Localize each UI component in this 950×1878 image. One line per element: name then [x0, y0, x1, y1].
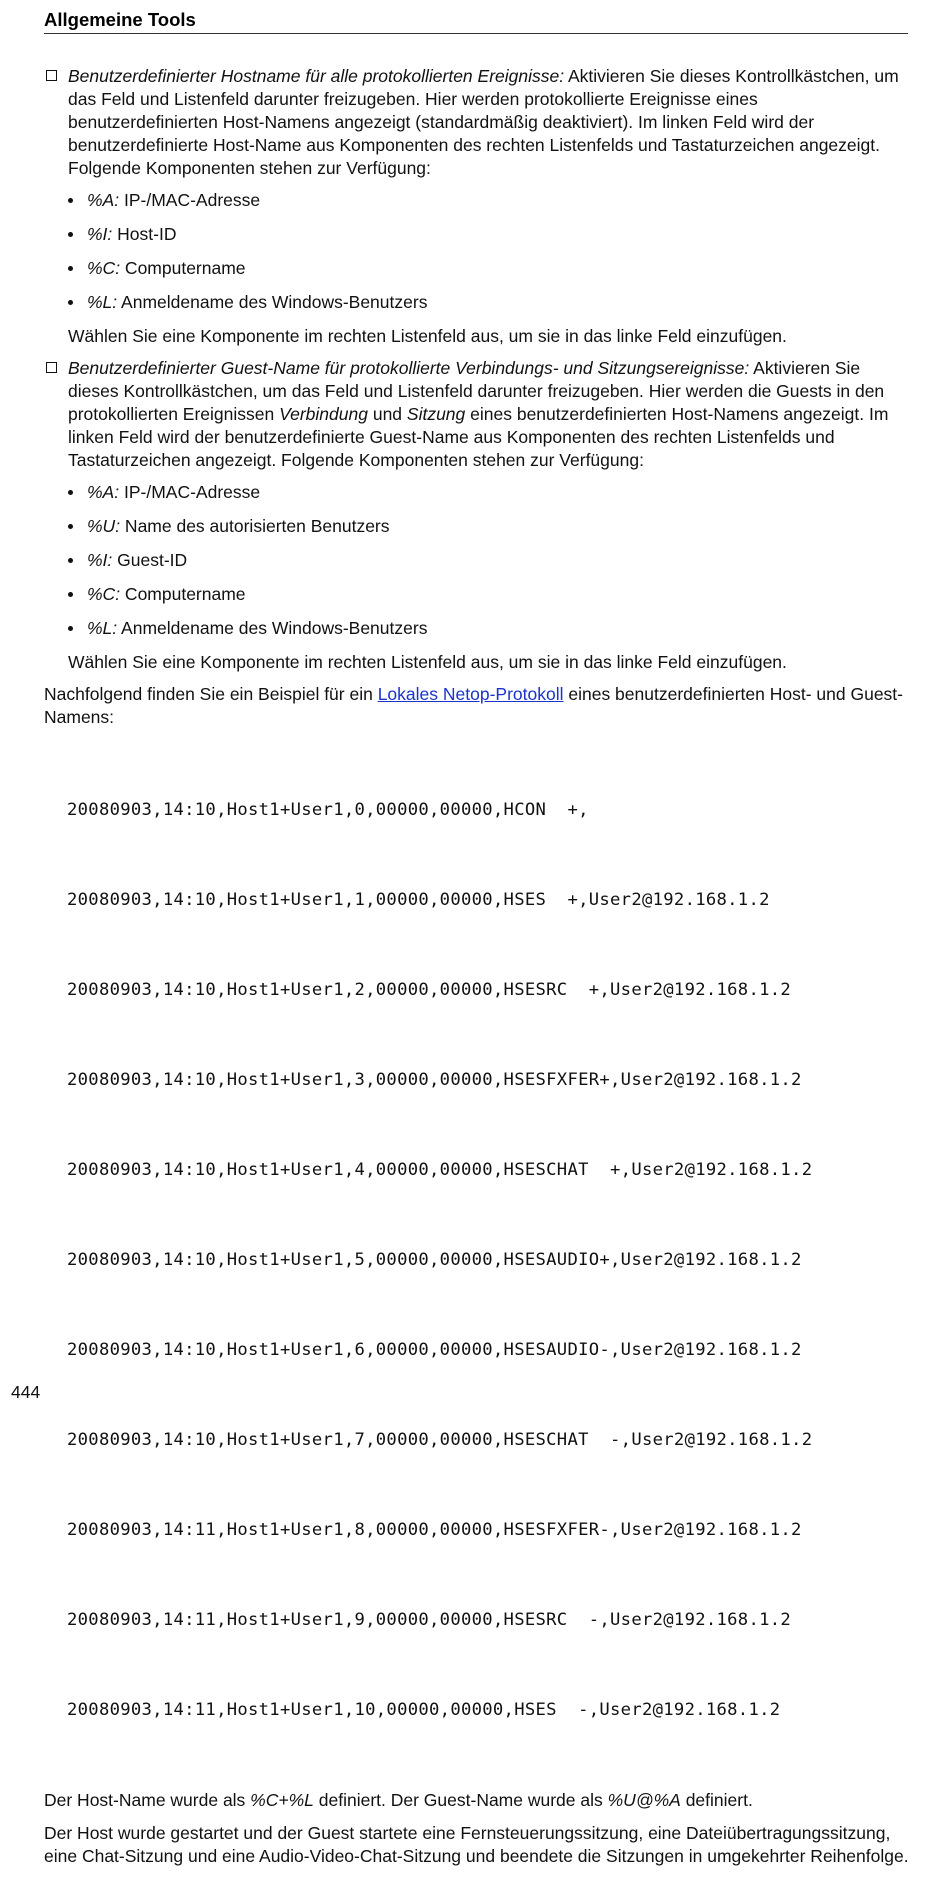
main-content [44, 65, 910, 1878]
section-title: Allgemeine Tools [44, 9, 196, 30]
intro-text: Nachfolgend finden Sie ein Beispiel für ein [44, 684, 378, 704]
page-header [44, 8, 908, 34]
component-label: Host-ID [112, 224, 177, 244]
log-line: 20080903,14:10,Host1+User1,1,00000,00000,HSES +,User2@192.168.1.2 [67, 890, 770, 910]
component-list [68, 189, 910, 314]
bullet-icon [68, 490, 73, 495]
list-item [68, 583, 910, 606]
option-hint: Wählen Sie eine Komponente im rechten Listenfeld aus, um sie in das linke Feld einzufügen. [68, 652, 787, 672]
checkbox-icon [46, 70, 57, 81]
checkbox-icon [46, 362, 57, 373]
bullet-icon [68, 626, 73, 631]
component-label: Guest-ID [112, 550, 188, 570]
bullet-icon [68, 558, 73, 563]
list-item [68, 257, 910, 280]
bullet-icon [68, 300, 73, 305]
netop-log-link[interactable]: Lokales Netop-Protokoll [377, 684, 564, 704]
summary-text: Der Host wurde gestartet und der Guest startete eine Fernsteuerungssitzung, eine Dateiübertragungssitzung, eine Chat-Sitzung und eine Audio-Video-Chat-Sitzung und beendete die Sitzungen in umgekehrter Reihenfolge. [44, 1823, 909, 1866]
bullet-icon [68, 232, 73, 237]
component-label: Anmeldename des Windows-Benutzers [117, 292, 428, 312]
component-label: IP-/MAC-Adresse [119, 482, 261, 502]
component-code: %C: [87, 584, 121, 604]
list-item [68, 223, 910, 246]
bullet-icon [68, 266, 73, 271]
option-description [68, 357, 910, 472]
definition-part: Der Host-Name wurde als [44, 1790, 251, 1810]
log-line: 20080903,14:10,Host1+User1,6,00000,00000,HSESAUDIO-,User2@192.168.1.2 [67, 1340, 802, 1360]
bullet-icon [68, 198, 73, 203]
component-code: %L: [87, 292, 118, 312]
component-label: IP-/MAC-Adresse [119, 190, 261, 210]
definition-part: definiert. [680, 1790, 753, 1810]
component-label: Computername [120, 258, 246, 278]
log-line: 20080903,14:10,Host1+User1,4,00000,00000,HSESCHAT +,User2@192.168.1.2 [67, 1160, 813, 1180]
bullet-icon [68, 524, 73, 529]
log-line: 20080903,14:10,Host1+User1,3,00000,00000,HSESFXFER+,User2@192.168.1.2 [67, 1070, 802, 1090]
component-code: %I: [87, 550, 113, 570]
list-item [68, 189, 910, 212]
option-text: Aktivieren Sie dieses Kontrollkästchen, um das Feld und Listenfeld darunter freizugeben. Hier werden protokollierte Ereignisse eines benutzerdefinierten Host-Namens angezeigt (standardmäßig deaktiviert). Im linken Feld wird der benutzerdefinierte Host-Name aus Komponenten des rechten Listenfelds und Tastaturzeichen angezeigt. Folgende Komponenten stehen zur Verfügung: [68, 66, 899, 178]
list-item [68, 481, 910, 504]
component-label: Anmeldename des Windows-Benutzers [117, 618, 428, 638]
option-title: Benutzerdefinierter Guest-Name für protokollierte Verbindungs- und Sitzungsereignisse: [68, 358, 750, 378]
list-item [68, 515, 910, 538]
option-custom-guestname [44, 357, 910, 674]
log-line: 20080903,14:10,Host1+User1,7,00000,00000,HSESCHAT -,User2@192.168.1.2 [67, 1430, 813, 1450]
component-code: %U: [87, 516, 121, 536]
component-label: Computername [120, 584, 246, 604]
component-code: %I: [87, 224, 113, 244]
log-line: 20080903,14:11,Host1+User1,8,00000,00000,HSESFXFER-,User2@192.168.1.2 [67, 1520, 802, 1540]
page-number: 444 [11, 1382, 41, 1402]
log-line: 20080903,14:11,Host1+User1,9,00000,00000,HSESRC -,User2@192.168.1.2 [67, 1610, 792, 1630]
guest-name-pattern: %U@%A [607, 1790, 681, 1810]
bullet-icon [68, 592, 73, 597]
intro-text: eines benutzerdefinierten Host- und Guest-Namens: [44, 684, 903, 727]
event-name-connection: Verbindung [279, 404, 368, 424]
example-intro [44, 683, 910, 729]
log-line: 20080903,14:10,Host1+User1,5,00000,00000,HSESAUDIO+,User2@192.168.1.2 [67, 1250, 802, 1270]
component-label: Name des autorisierten Benutzers [120, 516, 390, 536]
option-text: eines benutzerdefinierten Host-Namens angezeigt. Im linken Feld wird der benutzerdefinierte Guest-Name aus Komponenten des rechten Listenfelds und Tastaturzeichen angezeigt. Folgende Komponenten stehen zur Verfügung: [68, 404, 889, 470]
log-line: 20080903,14:11,Host1+User1,10,00000,00000,HSES -,User2@192.168.1.2 [67, 1700, 781, 1720]
log-line: 20080903,14:10,Host1+User1,2,00000,00000,HSESRC +,User2@192.168.1.2 [67, 980, 792, 1000]
option-title: Benutzerdefinierter Hostname für alle protokollierten Ereignisse: [68, 66, 565, 86]
option-text: Aktivieren Sie dieses Kontrollkästchen, um das Feld und Listenfeld darunter freizugeben. Hier werden die Guests in den protokollierten Ereignissen [68, 358, 885, 424]
component-code: %A: [87, 482, 120, 502]
option-description [68, 65, 910, 180]
definition-part: definiert. Der Guest-Name wurde als [313, 1790, 608, 1810]
component-code: %L: [87, 618, 118, 638]
list-item [68, 549, 910, 572]
component-list [68, 481, 910, 640]
definition-text [44, 1789, 910, 1812]
option-text: und [367, 404, 407, 424]
host-name-pattern: %C+%L [250, 1790, 314, 1810]
option-hint: Wählen Sie eine Komponente im rechten Listenfeld aus, um sie in das linke Feld einzufügen. [68, 326, 787, 346]
log-line: 20080903,14:10,Host1+User1,0,00000,00000,HCON +, [67, 800, 589, 820]
option-custom-hostname [44, 65, 910, 348]
event-name-session: Sitzung [406, 404, 466, 424]
list-item [68, 291, 910, 314]
log-example [67, 735, 910, 1785]
component-code: %C: [87, 258, 121, 278]
component-code: %A: [87, 190, 120, 210]
list-item [68, 617, 910, 640]
